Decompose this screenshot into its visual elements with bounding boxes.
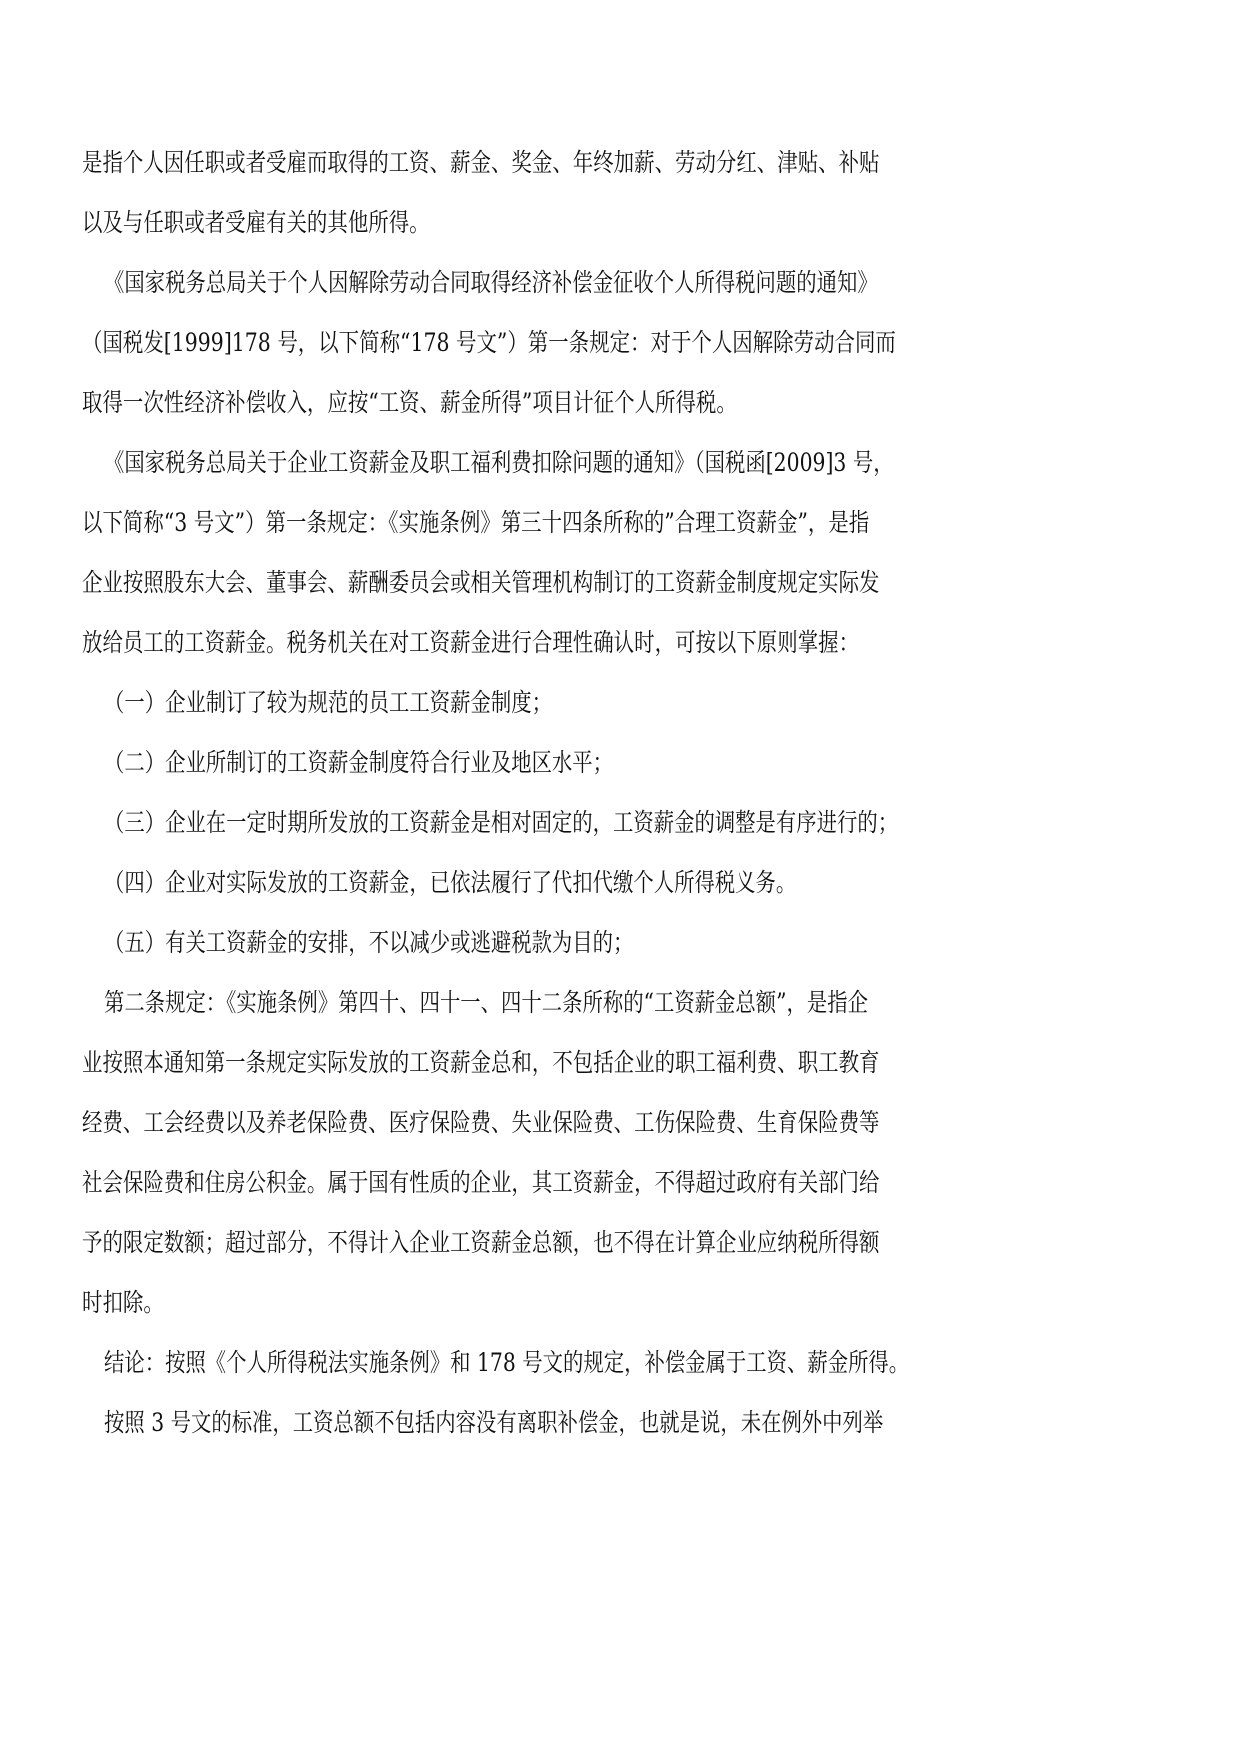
line-text: （国税发[1999]178 号，以下简称“178 号文”）第一条规定：对于个人因解除劳动合同而 [82, 328, 896, 357]
text-line [0, 323, 1241, 363]
text-line [0, 443, 1241, 483]
text-line [0, 803, 1241, 843]
text-line [0, 863, 1241, 903]
text-line [0, 983, 1241, 1023]
line-text: 经费、工会经费以及养老保险费、医疗保险费、失业保险费、工伤保险费、生育保险费等 [82, 1108, 880, 1137]
line-text: 按照 3 号文的标准，工资总额不包括内容没有离职补偿金，也就是说，未在例外中列举 [104, 1408, 884, 1437]
line-text: 第二条规定：《实施条例》第四十、四十一、四十二条所称的“工资薪金总额”，是指企 [104, 988, 868, 1017]
text-line [0, 1283, 1241, 1323]
text-line [0, 563, 1241, 603]
line-text: 是指个人因任职或者受雇而取得的工资、薪金、奖金、年终加薪、劳动分红、津贴、补贴 [82, 148, 880, 177]
line-text: （四）企业对实际发放的工资薪金，已依法履行了代扣代缴个人所得税义务。 [104, 868, 797, 897]
line-text: 业按照本通知第一条规定实际发放的工资薪金总和，不包括企业的职工福利费、职工教育 [82, 1048, 880, 1077]
text-line [0, 1103, 1241, 1143]
line-text: 社会保险费和住房公积金。属于国有性质的企业，其工资薪金，不得超过政府有关部门给 [82, 1168, 880, 1197]
line-text: （三）企业在一定时期所发放的工资薪金是相对固定的，工资薪金的调整是有序进行的； [104, 808, 899, 837]
text-line [0, 383, 1241, 423]
line-text: 企业按照股东大会、董事会、薪酬委员会或相关管理机构制订的工资薪金制度规定实际发 [82, 568, 880, 597]
text-line [0, 143, 1241, 183]
text-line [0, 923, 1241, 963]
line-text: 结论：按照《个人所得税法实施条例》和 178 号文的规定，补偿金属于工资、薪金所得。 [104, 1348, 910, 1377]
line-text: 予的限定数额；超过部分，不得计入企业工资薪金总额，也不得在计算企业应纳税所得额 [82, 1228, 880, 1257]
line-text: 时扣除。 [82, 1288, 164, 1317]
text-line [0, 1403, 1241, 1443]
line-text: 《国家税务总局关于企业工资薪金及职工福利费扣除问题的通知》（国税函[2009]3 号， [104, 448, 894, 477]
line-text: （五）有关工资薪金的安排，不以减少或逃避税款为目的； [104, 928, 634, 957]
text-line [0, 623, 1241, 663]
line-text: 放给员工的工资薪金。税务机关在对工资薪金进行合理性确认时，可按以下原则掌握： [82, 628, 860, 657]
text-line [0, 683, 1241, 723]
text-line [0, 1223, 1241, 1263]
text-line [0, 1343, 1241, 1383]
line-text: （一）企业制订了较为规范的员工工资薪金制度； [104, 688, 552, 717]
text-line [0, 1163, 1241, 1203]
text-line [0, 743, 1241, 783]
text-line [0, 263, 1241, 303]
line-text: 以下简称“3 号文”）第一条规定：《实施条例》第三十四条所称的”合理工资薪金”，是指 [82, 508, 870, 537]
line-text: 取得一次性经济补偿收入，应按“工资、薪金所得”项目计征个人所得税。 [82, 388, 737, 417]
text-line [0, 503, 1241, 543]
line-text: （二）企业所制订的工资薪金制度符合行业及地区水平； [104, 748, 614, 777]
line-text: 以及与任职或者受雇有关的其他所得。 [82, 208, 430, 237]
text-line [0, 1043, 1241, 1083]
line-text: 《国家税务总局关于个人因解除劳动合同取得经济补偿金征收个人所得税问题的通知》 [104, 268, 878, 297]
text-line [0, 203, 1241, 243]
